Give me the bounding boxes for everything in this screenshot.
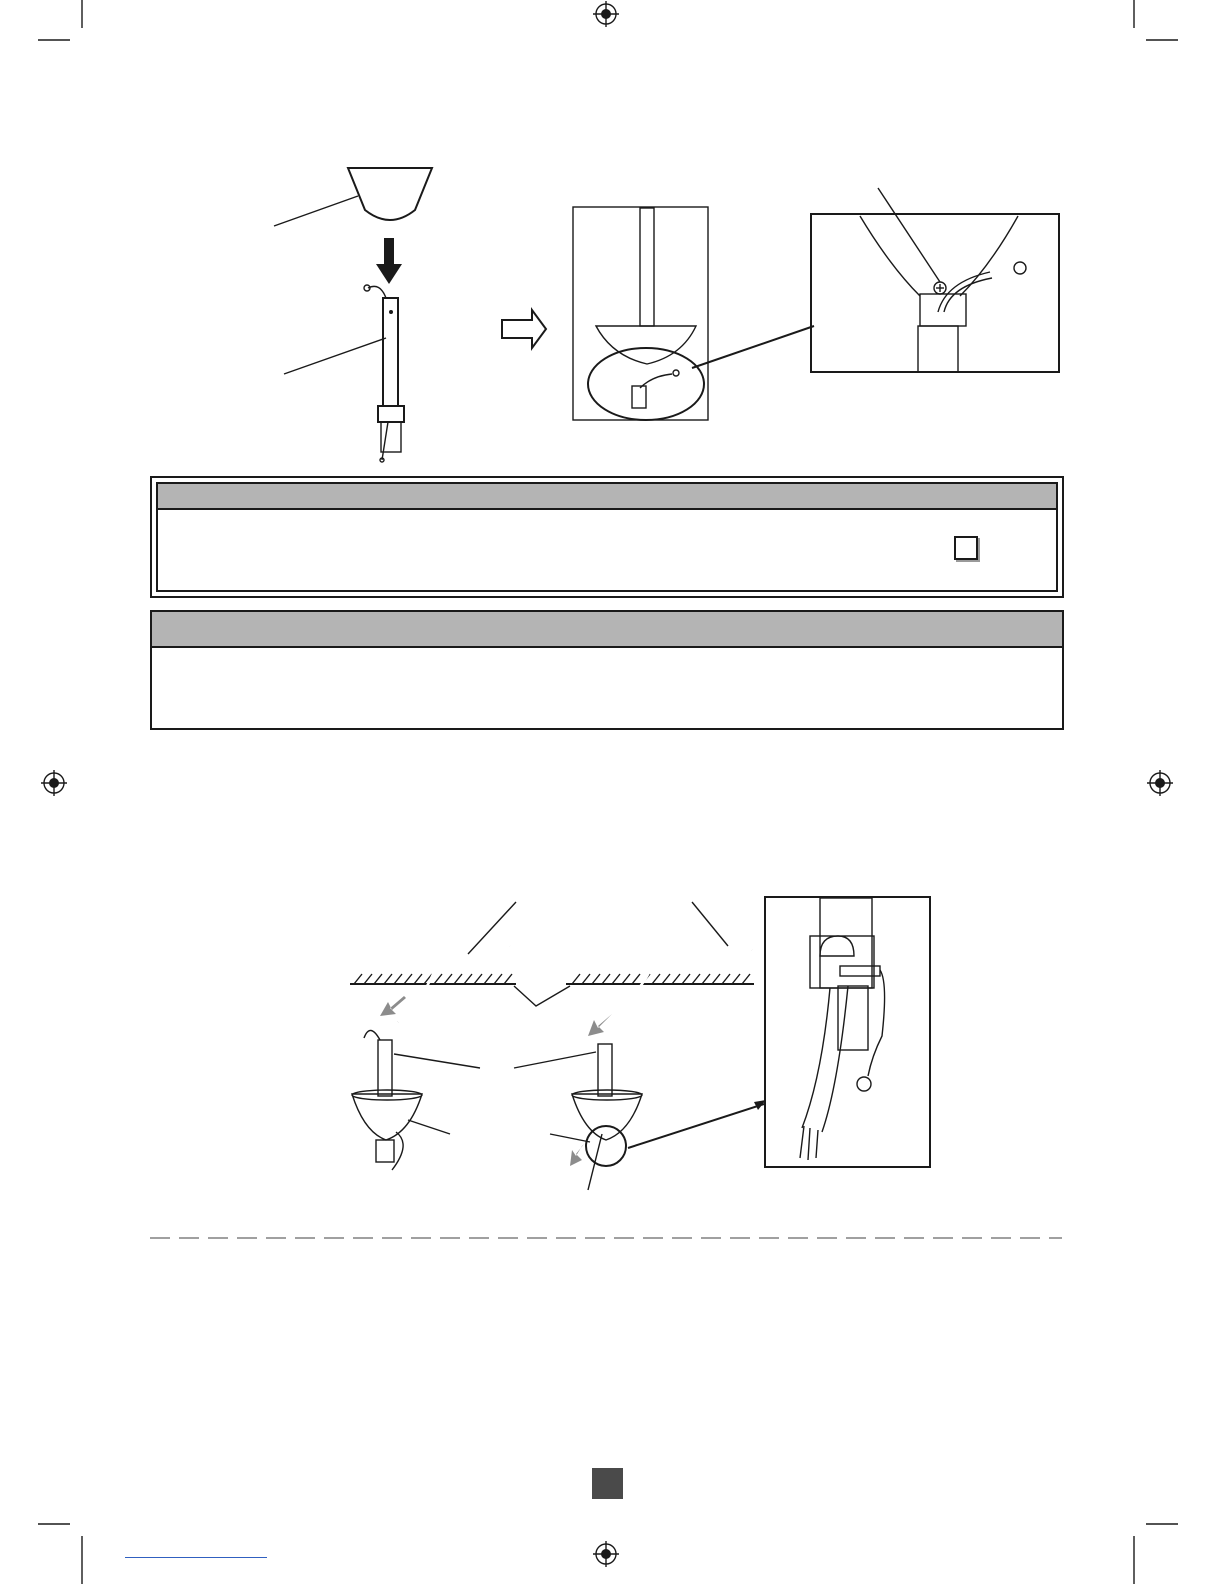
info-panel <box>150 610 1064 730</box>
page-number-badge <box>592 1468 623 1499</box>
notice-panel-body <box>168 518 928 578</box>
dashed-separator <box>150 1236 1064 1240</box>
detail-ground-screw <box>810 186 1070 376</box>
notice-panel-inner <box>156 482 1058 592</box>
downrod-canopy-left <box>352 1030 480 1170</box>
assembled-view <box>572 206 712 422</box>
confirm-checkbox[interactable] <box>954 536 978 560</box>
downrod-canopy-right <box>514 1044 766 1190</box>
detail-wire-clamp <box>764 896 934 1170</box>
info-panel-body <box>164 658 1044 718</box>
downrod-with-wires <box>383 298 398 406</box>
registration-mark-icon <box>593 1541 619 1567</box>
footer-link[interactable] <box>125 1556 267 1558</box>
down-arrow-icon <box>376 238 402 284</box>
notice-panel-header <box>158 484 1056 510</box>
notice-panel <box>150 476 1064 598</box>
right-hollow-arrow-icon <box>500 308 550 352</box>
ceiling-cable <box>350 902 754 1042</box>
gray-arrow-icon <box>380 996 612 1166</box>
canopy-cover <box>348 168 432 220</box>
registration-mark-icon <box>41 770 67 796</box>
info-panel-header <box>152 612 1062 648</box>
leader-line <box>690 324 820 374</box>
figure-ceiling-wiring <box>340 894 760 1194</box>
registration-mark-icon <box>1147 770 1173 796</box>
registration-mark-icon <box>593 1 619 27</box>
